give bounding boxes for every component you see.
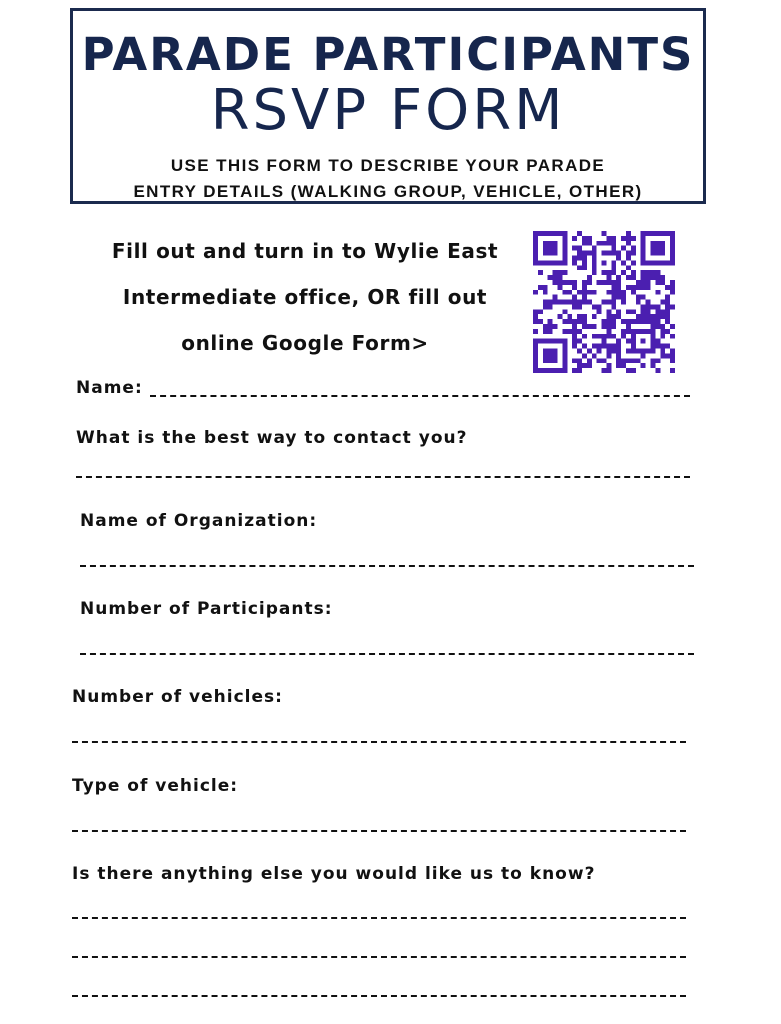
- vehicle-type-field[interactable]: [72, 830, 686, 832]
- anything-else-field-line-2[interactable]: [72, 956, 686, 958]
- instructions-line-1: Fill out and turn in to Wylie East: [111, 239, 499, 263]
- header-box: [70, 8, 706, 204]
- vehicles-field[interactable]: [72, 741, 686, 743]
- description-line-1: USE THIS FORM TO DESCRIBE YOUR PARADE: [170, 156, 606, 175]
- participants-field[interactable]: [80, 653, 694, 655]
- name-field[interactable]: [150, 395, 690, 397]
- anything-else-field-line-1[interactable]: [72, 917, 686, 919]
- instructions-line-3: online Google Form>: [181, 331, 429, 355]
- vehicle-type-label: Type of vehicle:: [72, 776, 239, 796]
- name-label: Name:: [76, 378, 143, 398]
- anything-else-field-line-3[interactable]: [72, 995, 686, 997]
- anything-else-label: Is there anything else you would like us to know?: [72, 864, 596, 884]
- qr-code-icon[interactable]: [533, 231, 675, 373]
- instructions: [90, 228, 520, 366]
- organization-field[interactable]: [80, 565, 694, 567]
- contact-label: What is the best way to contact you?: [76, 428, 468, 448]
- description-line-2: ENTRY DETAILS (WALKING GROUP, VEHICLE, OTHER): [133, 182, 643, 201]
- contact-field[interactable]: [76, 476, 690, 478]
- organization-label: Name of Organization:: [80, 511, 318, 531]
- form-description: [73, 153, 703, 205]
- participants-label: Number of Participants:: [80, 599, 333, 619]
- form-title: PARADE PARTICIPANTS: [81, 28, 695, 81]
- vehicles-label: Number of vehicles:: [72, 687, 283, 707]
- form-subtitle-rsvp: RSVP FORM: [210, 78, 566, 143]
- instructions-line-2: Intermediate office, OR fill out: [122, 285, 488, 309]
